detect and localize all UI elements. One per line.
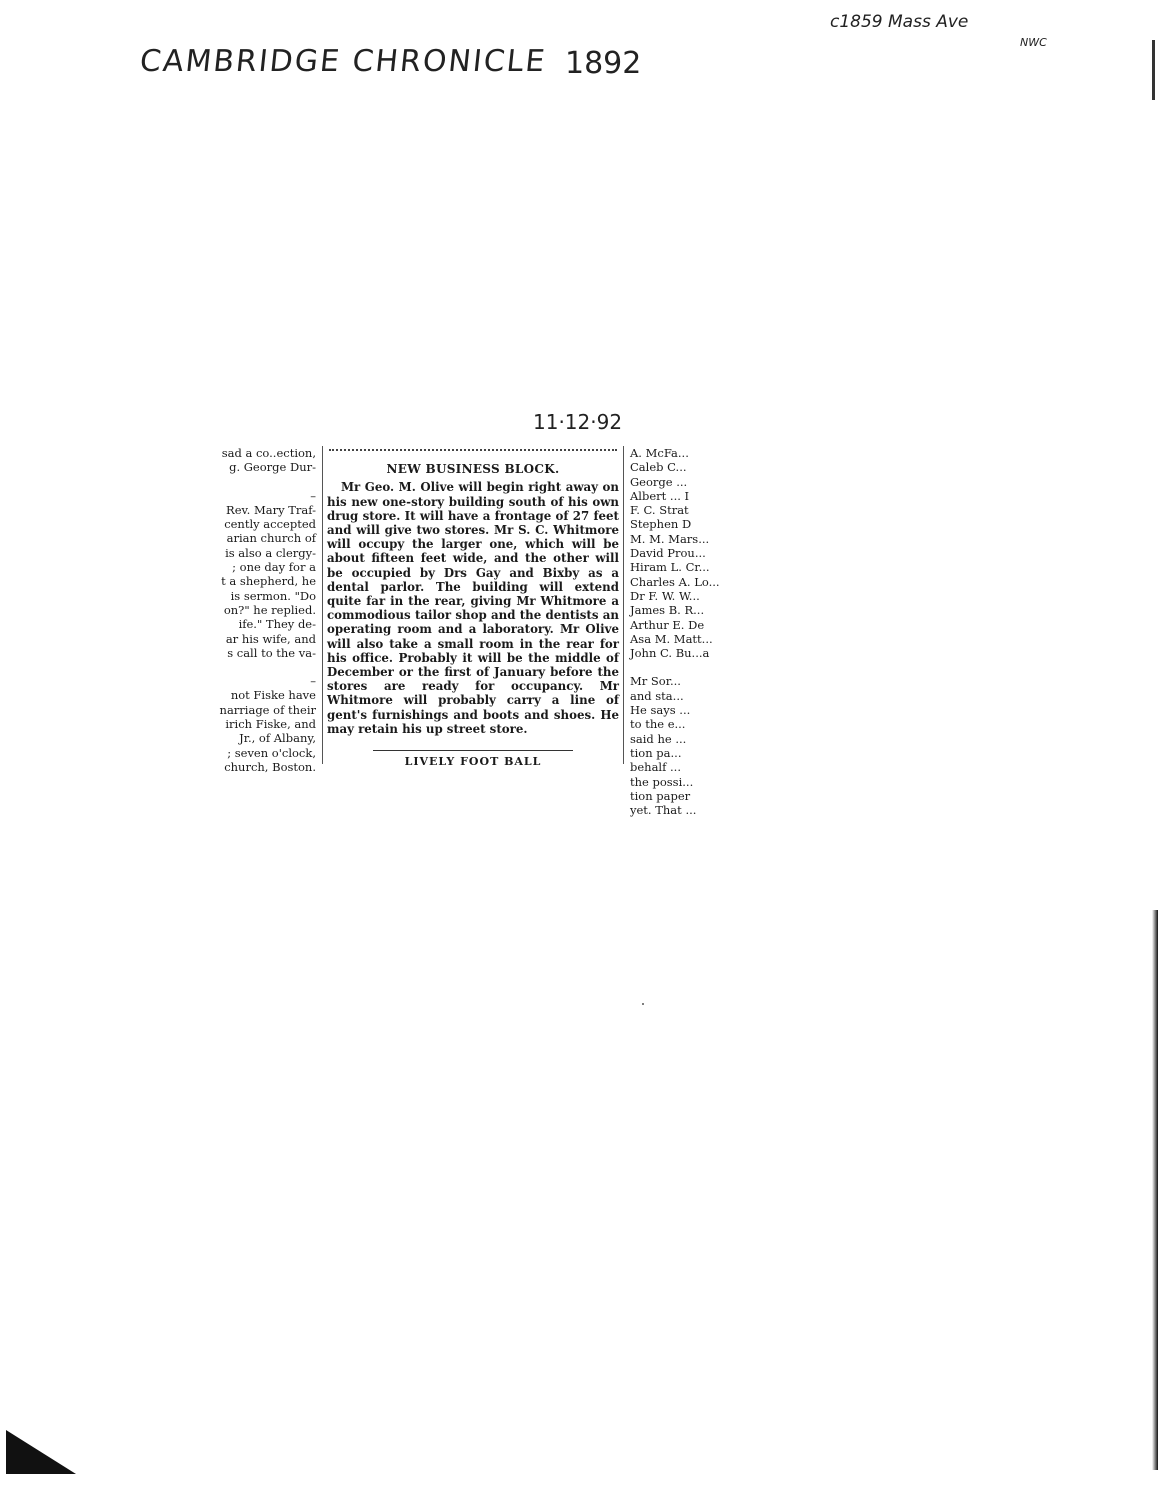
right-column-line: Dr F. W. W... — [630, 588, 700, 603]
scan-speck — [642, 1003, 644, 1005]
left-column-line: s call to the va- — [227, 645, 316, 660]
left-column-line: ; seven o'clock, — [227, 745, 316, 760]
right-column-line: to the e... — [630, 717, 686, 732]
left-column-line: Jr., of Albany, — [239, 731, 316, 746]
right-column-line: yet. That ... — [630, 803, 697, 818]
article-body: Mr Geo. M. Olive will begin right away on his new one-story building south of his own drug store. It will have a frontage of 27 feet and will give two stores. Mr S. C. Whitmore will occupy the larger one, which will be about fifteen feet wide, and the other will be occupied by Drs Gay and Bixby as a dental parlor. The building will extend quite far in the rear, giving Mr Whitmore a commodious tailor shop and the dentists an operating room and a laboratory. Mr Olive will also take a small room in the rear for his office. Probably it will be the middle of December or the first of January before the stores are ready for occupancy. Mr Whitmore will probably carry a line of gent's furnishings and boots and shoes. He may retain his up street store. — [327, 480, 619, 736]
right-column-line: M. M. Mars... — [630, 531, 710, 546]
left-column-line: not Fiske have — [230, 688, 316, 703]
newspaper-clipping — [206, 446, 726, 818]
right-column-line: Arthur E. De — [630, 617, 705, 632]
article-separator — [373, 750, 573, 751]
scan-corner-mark — [6, 1430, 76, 1474]
right-column-line: behalf ... — [630, 760, 681, 775]
right-column-line: Charles A. Lo... — [630, 574, 720, 589]
right-column-line: and sta... — [630, 688, 684, 703]
scan-edge-mark — [1152, 40, 1155, 100]
right-column-line: Asa M. Matt... — [630, 631, 713, 646]
left-column-line — [206, 475, 316, 489]
left-column-line: is sermon. "Do — [230, 588, 316, 603]
handwritten-address: c1859 Mass Ave — [830, 12, 969, 32]
left-column-line: g. George Dur- — [229, 460, 316, 475]
left-column-line: – — [310, 674, 316, 689]
right-column-line: Mr Sor... — [630, 674, 681, 689]
left-column-line: church, Boston. — [224, 759, 316, 774]
right-column-line: Hiram L. Cr... — [630, 560, 710, 575]
handwritten-date: 11·12·92 — [533, 410, 623, 434]
left-column-line: ar his wife, and — [225, 631, 316, 646]
left-column-line: cently accepted — [224, 517, 316, 532]
left-column-line: on?" he replied. — [223, 602, 316, 617]
left-column-line: sad a co..ection, — [221, 446, 316, 460]
handwritten-initials: NWC — [1020, 36, 1047, 49]
left-column-line — [206, 660, 316, 674]
left-column-line: ife." They de- — [238, 617, 316, 632]
left-column-line: ; one day for a — [232, 560, 316, 575]
right-column-line — [630, 660, 726, 674]
handwritten-year: 1892 — [565, 46, 642, 81]
left-column-line: t a shepherd, he — [221, 574, 316, 589]
next-headline-partial: LIVELY FOOT BALL — [404, 754, 542, 768]
right-column-line: Albert ... I — [630, 488, 690, 503]
right-column-line: the possi... — [630, 774, 694, 789]
right-column-line: Caleb C... — [630, 460, 687, 475]
scan-edge-shadow — [1152, 910, 1158, 1470]
handwritten-publication-title: CAMBRIDGE CHRONICLE — [138, 44, 549, 79]
dotted-rule — [329, 449, 617, 456]
left-column — [206, 446, 316, 774]
left-column-line: irich Fiske, and — [225, 717, 316, 732]
right-column-line: F. C. Strat — [630, 503, 689, 518]
right-column — [630, 446, 726, 817]
left-column-line: – — [310, 488, 316, 503]
article-headline: NEW BUSINESS BLOCK. — [386, 462, 560, 476]
right-column-line: Stephen D — [630, 517, 692, 532]
right-column-line: He says ... — [630, 703, 691, 718]
left-column-line: is also a clergy- — [225, 545, 316, 560]
left-column-line: Rev. Mary Traf- — [226, 502, 316, 517]
left-column-line: arian church of — [226, 531, 316, 546]
right-column-line: James B. R... — [630, 603, 705, 618]
left-column-line: narriage of their — [219, 702, 316, 717]
right-column-line: A. McFa... — [630, 446, 689, 460]
right-column-line: tion paper — [630, 788, 691, 803]
right-column-line: David Prou... — [630, 546, 706, 561]
right-column-line: John C. Bu...a — [630, 646, 710, 661]
article-column — [322, 446, 624, 768]
right-column-line: said he ... — [630, 731, 687, 746]
right-column-line: tion pa... — [630, 745, 682, 760]
right-column-line: George ... — [630, 474, 688, 489]
